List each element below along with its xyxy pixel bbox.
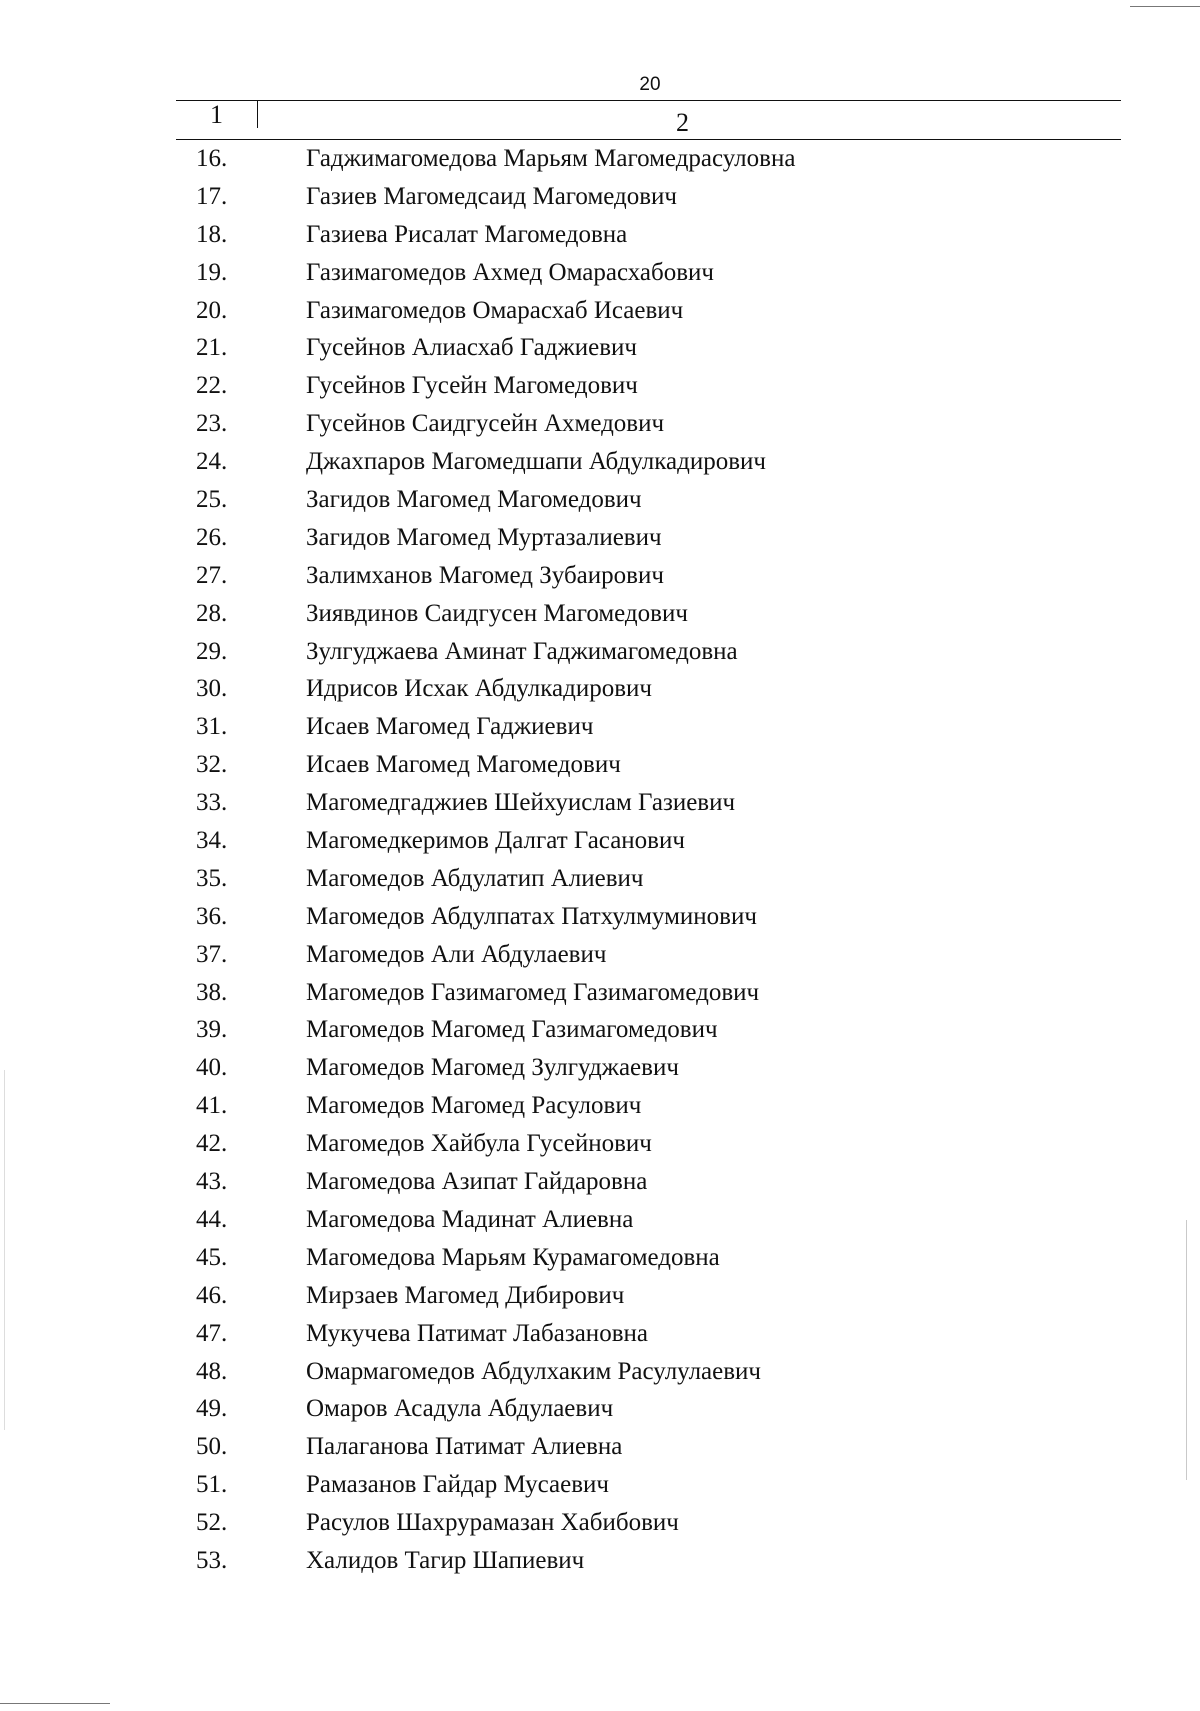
list-item-number: 36. (196, 902, 228, 930)
list-item (0, 900, 1200, 938)
list-item-name: Халидов Тагир Шапиевич (306, 1546, 585, 1574)
list-item-number: 26. (196, 523, 228, 551)
list-item (0, 445, 1200, 483)
list-item-number: 18. (196, 220, 228, 248)
list-item-number: 16. (196, 145, 228, 172)
list-item-number: 45. (196, 1243, 228, 1271)
list-item-number: 49. (196, 1395, 228, 1423)
list-item-name: Палаганова Патимат Алиевна (306, 1433, 623, 1461)
scan-artifact-right-edge (1186, 1220, 1187, 1480)
list-item-number: 24. (196, 448, 228, 476)
list-item-name: Рамазанов Гайдар Мусаевич (306, 1471, 609, 1499)
list-item (0, 710, 1200, 748)
list-item (0, 369, 1200, 407)
list-item-name: Омаров Асадула Абдулаевич (306, 1395, 614, 1423)
list-item (0, 938, 1200, 976)
list-item-number: 35. (196, 864, 228, 892)
list-item-number: 22. (196, 372, 228, 400)
list-item-name: Магомедкеримов Далгат Гасанович (306, 827, 685, 855)
list-item (0, 1203, 1200, 1241)
list-item (0, 748, 1200, 786)
list-item (0, 1241, 1200, 1279)
list-item (0, 824, 1200, 862)
list-item (0, 1468, 1200, 1506)
list-item (0, 407, 1200, 445)
list-item-number: 28. (196, 599, 228, 627)
list-item-name: Гаджимагомедова Марьям Магомедрасуловна (306, 145, 796, 172)
list-item-number: 46. (196, 1281, 228, 1309)
list-item-name: Залимханов Магомед Зубаирович (306, 561, 664, 589)
list-item (0, 1544, 1200, 1582)
list-item-name: Мирзаев Магомед Дибирович (306, 1281, 625, 1309)
list-item-name: Загидов Магомед Магомедович (306, 486, 642, 514)
list-item (0, 1165, 1200, 1203)
header-column-1: 1 (210, 100, 223, 129)
list-item-number: 43. (196, 1168, 228, 1196)
list-item-number: 38. (196, 978, 228, 1006)
list-item-number: 19. (196, 258, 228, 286)
scan-artifact-left-edge (4, 1070, 5, 1430)
list-item-name: Магомедова Азипат Гайдаровна (306, 1168, 648, 1196)
list-item-name: Исаев Магомед Гаджиевич (306, 713, 594, 741)
list-item (0, 1355, 1200, 1393)
list-item-name: Зиявдинов Саидгусен Магомедович (306, 599, 688, 627)
list-item-number: 30. (196, 675, 228, 703)
list-item-number: 20. (196, 296, 228, 324)
list-item-name: Загидов Магомед Муртазалиевич (306, 523, 662, 551)
list-item (0, 976, 1200, 1014)
list-item-name: Мукучева Патимат Лабазановна (306, 1319, 648, 1347)
list-item (0, 1430, 1200, 1468)
list-item-number: 17. (196, 182, 228, 210)
list-item-number: 44. (196, 1205, 228, 1233)
list-item (0, 1089, 1200, 1127)
list-item-number: 48. (196, 1357, 228, 1385)
list-item-name: Магомедов Хайбула Гусейнович (306, 1130, 652, 1158)
list-item-number: 33. (196, 789, 228, 817)
list-item-name: Магомедов Газимагомед Газимагомедович (306, 978, 760, 1006)
list-item-name: Расулов Шахрурамазан Хабибович (306, 1509, 679, 1537)
list-item (0, 672, 1200, 710)
list-item-number: 32. (196, 751, 228, 779)
scan-artifact-bottom-left (0, 1703, 110, 1704)
list-item-name: Зулгуджаева Аминат Гаджимагомедовна (306, 637, 738, 665)
list-item (0, 521, 1200, 559)
list-item-number: 37. (196, 940, 228, 968)
header-column-2: 2 (676, 108, 689, 137)
list-item-name: Гусейнов Гусейн Магомедович (306, 372, 638, 400)
list-item (0, 256, 1200, 294)
list-item-name: Газимагомедов Ахмед Омарасхабович (306, 258, 714, 286)
list-item-number: 51. (196, 1471, 228, 1499)
list-item-number: 42. (196, 1130, 228, 1158)
list-item (0, 1051, 1200, 1089)
list-item (0, 862, 1200, 900)
list-item (0, 218, 1200, 256)
list-item-number: 52. (196, 1509, 228, 1537)
list-item-name: Омармагомедов Абдулхаким Расулулаевич (306, 1357, 761, 1385)
list-item (0, 142, 1200, 180)
list-item (0, 559, 1200, 597)
list-item-name: Исаев Магомед Магомедович (306, 751, 621, 779)
list-item (0, 1506, 1200, 1544)
list-item-name: Магомедов Али Абдулаевич (306, 940, 607, 968)
header-top-rule (176, 100, 1121, 101)
list-item-name: Газиев Магомедсаид Магомедович (306, 182, 678, 210)
list-item (0, 635, 1200, 673)
list-item-name: Гусейнов Саидгусейн Ахмедович (306, 410, 665, 438)
list-item-number: 34. (196, 827, 228, 855)
list-item (0, 1013, 1200, 1051)
list-item-number: 41. (196, 1092, 228, 1120)
list-item-name: Газимагомедов Омарасхаб Исаевич (306, 296, 684, 324)
list-item-name: Гусейнов Алиасхаб Гаджиевич (306, 334, 637, 362)
list-item-number: 40. (196, 1054, 228, 1082)
name-list (0, 142, 1200, 1582)
list-item (0, 1127, 1200, 1165)
list-item-number: 53. (196, 1546, 228, 1574)
list-item-name: Магомедов Магомед Расулович (306, 1092, 642, 1120)
list-item-name: Магомедов Магомед Газимагомедович (306, 1016, 718, 1044)
list-item-name: Магомедов Абдулпатах Патхулмуминович (306, 902, 757, 930)
list-item (0, 1392, 1200, 1430)
list-item (0, 1317, 1200, 1355)
list-item (0, 786, 1200, 824)
list-item-name: Идрисов Исхак Абдулкадирович (306, 675, 652, 703)
list-item-number: 29. (196, 637, 228, 665)
list-item-number: 31. (196, 713, 228, 741)
list-item-name: Магомедов Абдулатип Алиевич (306, 864, 644, 892)
list-item (0, 597, 1200, 635)
list-item-name: Магомедгаджиев Шейхуислам Газиевич (306, 789, 736, 817)
list-item (0, 294, 1200, 332)
header-bottom-rule (176, 139, 1121, 140)
list-item (0, 180, 1200, 218)
list-item-name: Газиева Рисалат Магомедовна (306, 220, 628, 248)
list-item-number: 47. (196, 1319, 228, 1347)
list-item (0, 483, 1200, 521)
list-item (0, 1279, 1200, 1317)
list-item-name: Магомедова Мадинат Алиевна (306, 1205, 634, 1233)
page-number: 20 (639, 74, 661, 95)
list-item-number: 50. (196, 1433, 228, 1461)
header-column-divider (257, 100, 258, 128)
list-item-number: 23. (196, 410, 228, 438)
list-item-number: 39. (196, 1016, 228, 1044)
list-item-number: 27. (196, 561, 228, 589)
list-item-number: 25. (196, 486, 228, 514)
scan-artifact-top-right (1130, 6, 1200, 7)
list-item-name: Магомедов Магомед Зулгуджаевич (306, 1054, 679, 1082)
list-item-number: 21. (196, 334, 228, 362)
table-header (176, 100, 1121, 140)
list-item-name: Магомедова Марьям Курамагомедовна (306, 1243, 720, 1271)
list-item (0, 331, 1200, 369)
list-item-name: Джахпаров Магомедшапи Абдулкадирович (306, 448, 766, 476)
